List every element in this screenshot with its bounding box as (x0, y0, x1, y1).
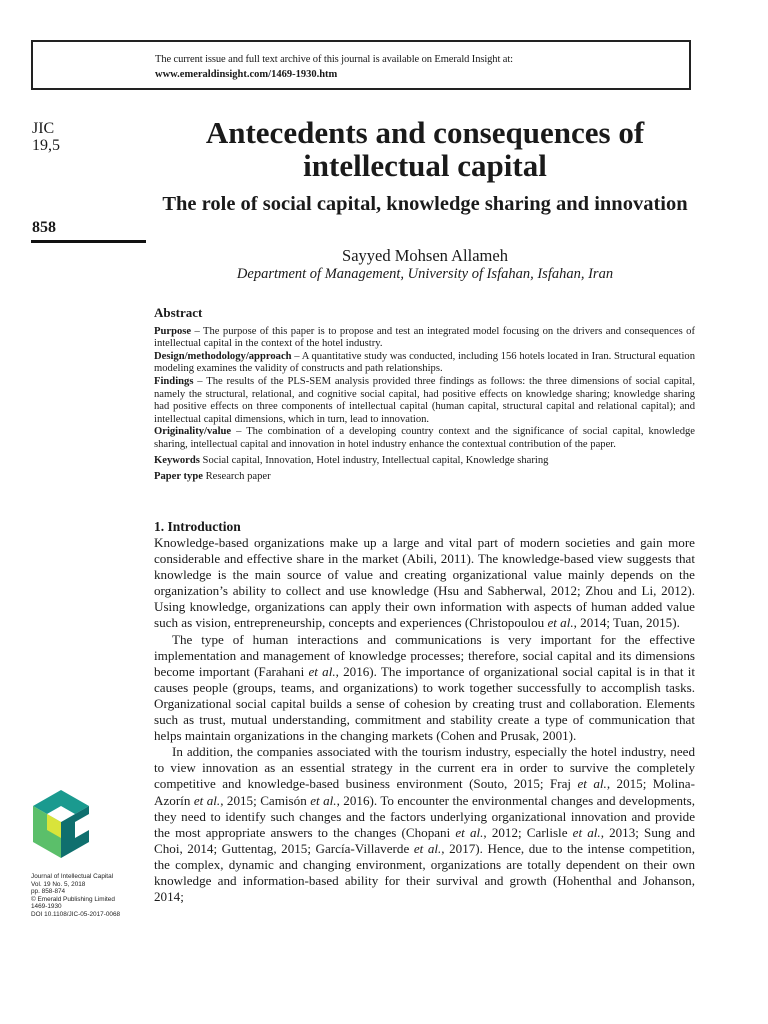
author-name: Sayyed Mohsen Allameh (342, 246, 508, 265)
article-subtitle: The role of social capital, knowledge sharing and innovation (162, 193, 688, 215)
introduction-body (154, 535, 695, 905)
intro-p2-text-a: The type of human interactions and communications is very important for the effective implementation and management of knowledge processes; therefore, social capital and its dimensions become important (Farahani (154, 631, 695, 679)
findings-text: – The results of the PLS-SEM analysis provided three findings as follows: the three dimensions of social capital, namely the structural, relational, and cognitive social capital, had positive effects on knowledge sharing; knowledge sharing had positive effects on three components of intellectual capital (human capital, structural capital and relational capital); and intellectual capital dimensions, which in turn, lead to innovation. (154, 375, 695, 425)
intro-p2-etal: et al. (308, 663, 336, 679)
intro-p3-etal-4: et al. (455, 824, 484, 840)
journal-issn: 1469-1930 (31, 903, 62, 911)
intro-p3-text-c: , 2015; Camisón (220, 792, 311, 808)
purpose-text: – The purpose of this paper is to propose and test an integrated model focusing on the drivers and consequences of intellectual capital in the context of the hotel industry. (154, 325, 695, 350)
margin-journal-info (32, 120, 60, 154)
abstract-purpose (154, 326, 695, 351)
intro-p3-etal-5: et al. (572, 824, 601, 840)
header-availability-box (31, 40, 691, 90)
abstract-heading: Abstract (154, 305, 203, 320)
purpose-label: Purpose (154, 325, 192, 337)
availability-text: The current issue and full text archive of this journal is available on Emerald Insight at: (155, 54, 513, 65)
journal-pages: pp. 858-874 (31, 888, 66, 896)
intro-p3-etal-2: et al. (193, 792, 221, 808)
journal-abbrev: JIC (32, 120, 55, 137)
design-label: Design/methodology/approach (154, 350, 292, 362)
intro-paragraph-2 (154, 632, 695, 745)
journal-publication-info (31, 873, 141, 919)
journal-doi: DOI 10.1108/JIC-05-2017-0068 (31, 910, 121, 918)
abstract-findings (154, 376, 695, 426)
emerald-cube-logo-icon (30, 788, 92, 860)
intro-p3-text-a: In addition, the companies associated with the tourism industry, especially the hotel industry, need to view innovation as an essential strategy in the current era in order to survive the completely competitive and knowledge-based business environment (Souto, 2015; Fraj (154, 744, 695, 792)
introduction-heading: 1. Introduction (154, 519, 241, 534)
abstract-paper-type (154, 471, 695, 484)
intro-paragraph-3 (154, 744, 695, 905)
originality-label: Originality/value (154, 426, 232, 438)
volume-issue: 19,5 (32, 137, 60, 154)
intro-p3-etal-3: et al. (310, 792, 337, 808)
margin-divider (31, 240, 146, 243)
intro-p3-text-b: , 2015; Molina-Azorín (154, 776, 695, 808)
intro-p3-text-f: , 2013; Sung and Choi, 2014; Guttentag, 2015; García-Villaverde (154, 824, 696, 856)
keywords-text: Social capital, Innovation, Hotel industry, Intellectual capital, Knowledge sharing (199, 454, 549, 466)
findings-label: Findings (154, 375, 194, 387)
page-number: 858 (32, 219, 56, 236)
intro-p1-etal: et al. (547, 615, 574, 631)
intro-p3-text-e: , 2012; Carlisle (483, 824, 573, 840)
journal-volume: Vol. 19 No. 5, 2018 (31, 880, 86, 888)
paper-type-text: Research paper (202, 471, 271, 483)
intro-p3-text-d: , 2016). To encounter the environmental changes and developments, they need to identify such changes and the factors underlying organizational innovation and provide the most appropriate answers to the changes (Chopani (154, 792, 696, 840)
article-title: Antecedents and consequences of intellectual capital (205, 115, 645, 183)
intro-p2-text-b: , 2016). The importance of organizational social capital is in that it causes people (groups, teams, and organizations) to work together successfully to accomplish tasks. Organizational social capital builds a sense of cohesion by creating trust and collaboration. Elements such as trust, mutual understanding, commitment and stability create a type of communication that helps maintain organizations in the changing markets (Cohen and Prusak, 2001). (154, 663, 695, 744)
abstract (154, 307, 695, 484)
keywords-label: Keywords (154, 454, 200, 466)
intro-p3-etal-1: et al. (577, 776, 607, 792)
intro-p1-text-b: , 2014; Tuan, 2015). (573, 615, 680, 631)
design-text: – A quantitative study was conducted, including 156 hotels located in Iran. Structural equation modeling examines the validity of constructs and path relationships. (154, 350, 695, 375)
originality-text: – The combination of a developing country context and the significance of social capital, knowledge sharing, intellectual capital and innovation in hotel industry enhance the contextual contribution of the paper. (154, 426, 695, 450)
intro-paragraph-1 (154, 535, 695, 632)
abstract-keywords (154, 455, 695, 468)
intro-p3-etal-6: et al. (413, 840, 442, 856)
abstract-originality (154, 426, 695, 451)
journal-url-link[interactable]: www.emeraldinsight.com/1469-1930.htm (155, 69, 338, 80)
journal-copyright: © Emerald Publishing Limited (31, 895, 115, 903)
abstract-design (154, 351, 695, 376)
author-affiliation: Department of Management, University of Isfahan, Isfahan, Iran (236, 266, 614, 282)
journal-name: Journal of Intellectual Capital (31, 873, 114, 880)
paper-type-label: Paper type (154, 471, 203, 483)
intro-p1-text-a: Knowledge-based organizations make up a large and vital part of modern societies and gain more considerable and effective share in the market (Abili, 2011). The knowledge-based view suggests that knowledge is the main source of value and creating organizational value mainly depends on the organization’s ability to collect and use knowledge (Hsu and Sabherwal, 2012; Zhou and Li, 2012). Using knowledge, organizations can apply their own information with aspects of human added value such as vision, entrepreneurship, concepts and experiences (Christopoulou (154, 535, 695, 631)
intro-p3-text-g: , 2017). Hence, due to the intense competition, the complex, dynamic and changing environment, organizations are totally dependent on their own knowledge and information-based ability for their survival and growth (Hohenthal and Johanson, 2014; (154, 840, 695, 905)
